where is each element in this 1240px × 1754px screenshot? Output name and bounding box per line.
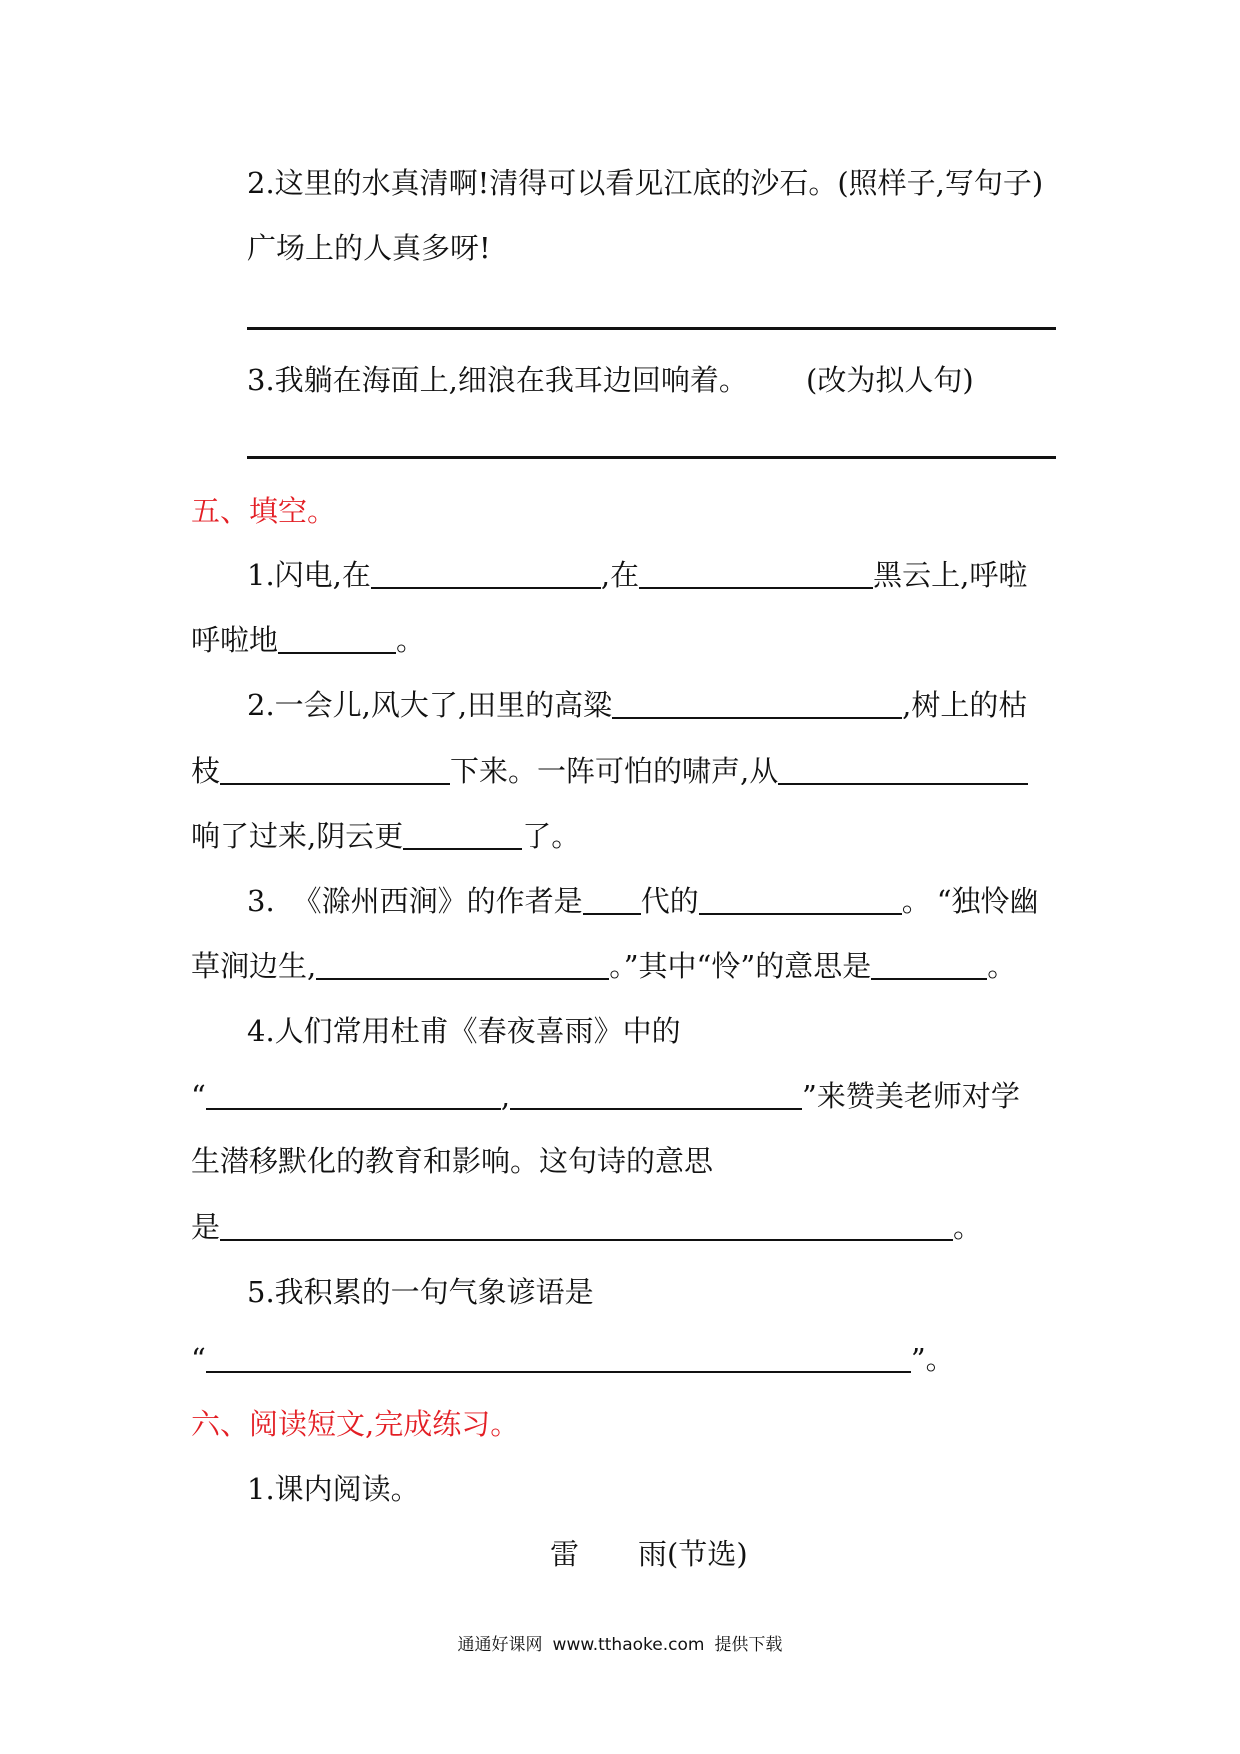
footer-url: www.tthaoke.com — [552, 1635, 705, 1655]
question-4-3-prompt — [247, 362, 748, 398]
question-5-4-line-3 — [191, 1143, 713, 1179]
question-4-2-prompt — [247, 165, 1043, 201]
question-text: ,在 — [600, 558, 640, 592]
answer-blank — [699, 889, 902, 915]
question-number: 3. — [247, 884, 275, 918]
section-5-heading: 五、填空。 — [191, 494, 337, 528]
open-quote: “ — [191, 1079, 206, 1113]
question-5-3-line-1 — [247, 883, 1039, 919]
footer-note: 提供下载 — [714, 1635, 783, 1655]
question-text: ,树上的枯 — [902, 688, 1028, 722]
question-text: 枝 — [191, 754, 221, 788]
question-5-5-line-2 — [191, 1341, 955, 1377]
answer-blank — [639, 563, 873, 589]
passage-title-first: 雷 — [550, 1537, 580, 1571]
question-5-2-line-1 — [247, 687, 1027, 723]
answer-blank — [583, 889, 641, 915]
question-5-2-line-2 — [191, 753, 1028, 789]
question-text: 了。 — [522, 819, 581, 853]
question-text: 草涧边生, — [191, 949, 317, 983]
question-4-3-instruction — [806, 362, 974, 398]
answer-blank — [206, 1084, 501, 1110]
question-text: 《滁州西涧》的作者是 — [292, 884, 583, 918]
question-4-2-example — [247, 230, 491, 266]
open-quote: “ — [191, 1342, 206, 1376]
answer-blank — [371, 563, 601, 589]
question-text: 是 — [191, 1210, 221, 1244]
answer-blank — [778, 759, 1028, 785]
answer-blank — [403, 824, 522, 850]
question-text: 2.这里的水真清啊!清得可以看见江底的沙石。(照样子,写句子) — [247, 166, 1044, 200]
answer-blank — [278, 628, 396, 654]
question-text: 代的 — [640, 884, 699, 918]
question-text: 。 — [901, 884, 931, 918]
answer-line — [247, 327, 1056, 330]
example-sentence: 广场上的人真多呀! — [247, 231, 491, 265]
question-6-1: 1.课内阅读。 — [247, 1472, 420, 1506]
comma: , — [500, 1079, 511, 1113]
question-text: 。”其中“怜”的意思是 — [609, 949, 872, 983]
question-5-1-line-1 — [247, 557, 1027, 593]
question-text: 。 — [396, 623, 426, 657]
question-text: 1.闪电,在 — [247, 558, 371, 592]
question-text: ”来赞美老师对学 — [802, 1079, 1020, 1113]
answer-blank — [220, 759, 450, 785]
answer-line — [247, 456, 1056, 459]
answer-blank — [206, 1347, 911, 1373]
question-text: 。 — [953, 1210, 983, 1244]
answer-blank — [612, 693, 902, 719]
question-text: “独怜幽 — [936, 884, 1039, 918]
question-text: 呼啦地 — [191, 623, 279, 657]
instruction-text: (改为拟人句) — [806, 363, 974, 397]
answer-blank — [316, 954, 609, 980]
page-footer — [0, 1634, 1240, 1656]
question-5-4-line-2 — [191, 1078, 1020, 1114]
question-text: 。 — [987, 949, 1017, 983]
passage-title-second: 雨(节选) — [638, 1537, 748, 1571]
footer-site-name: 通通好课网 — [457, 1635, 543, 1655]
question-text: 下来。一阵可怕的啸声,从 — [450, 754, 779, 788]
answer-blank — [871, 954, 987, 980]
question-text: ”。 — [910, 1342, 955, 1376]
question-text: 5.我积累的一句气象谚语是 — [247, 1275, 594, 1309]
question-text: 2.一会儿,风大了,田里的高粱 — [247, 688, 613, 722]
question-5-1-line-2 — [191, 622, 425, 658]
question-5-5-line-1 — [247, 1274, 594, 1310]
question-text: 响了过来,阴云更 — [191, 819, 404, 853]
answer-blank — [510, 1084, 802, 1110]
question-text: 3.我躺在海面上,细浪在我耳边回响着。 — [247, 363, 748, 397]
question-5-4-line-1 — [247, 1013, 681, 1049]
section-6-heading: 六、阅读短文,完成练习。 — [191, 1407, 520, 1441]
question-text: 黑云上,呼啦 — [873, 558, 1028, 592]
question-5-4-line-4 — [191, 1209, 982, 1245]
question-text: 生潜移默化的教育和影响。这句诗的意思 — [191, 1144, 714, 1178]
answer-blank — [220, 1215, 953, 1241]
question-5-2-line-3 — [191, 818, 580, 854]
question-5-3-line-2 — [191, 948, 1016, 984]
question-text: 4.人们常用杜甫《春夜喜雨》中的 — [247, 1014, 681, 1048]
